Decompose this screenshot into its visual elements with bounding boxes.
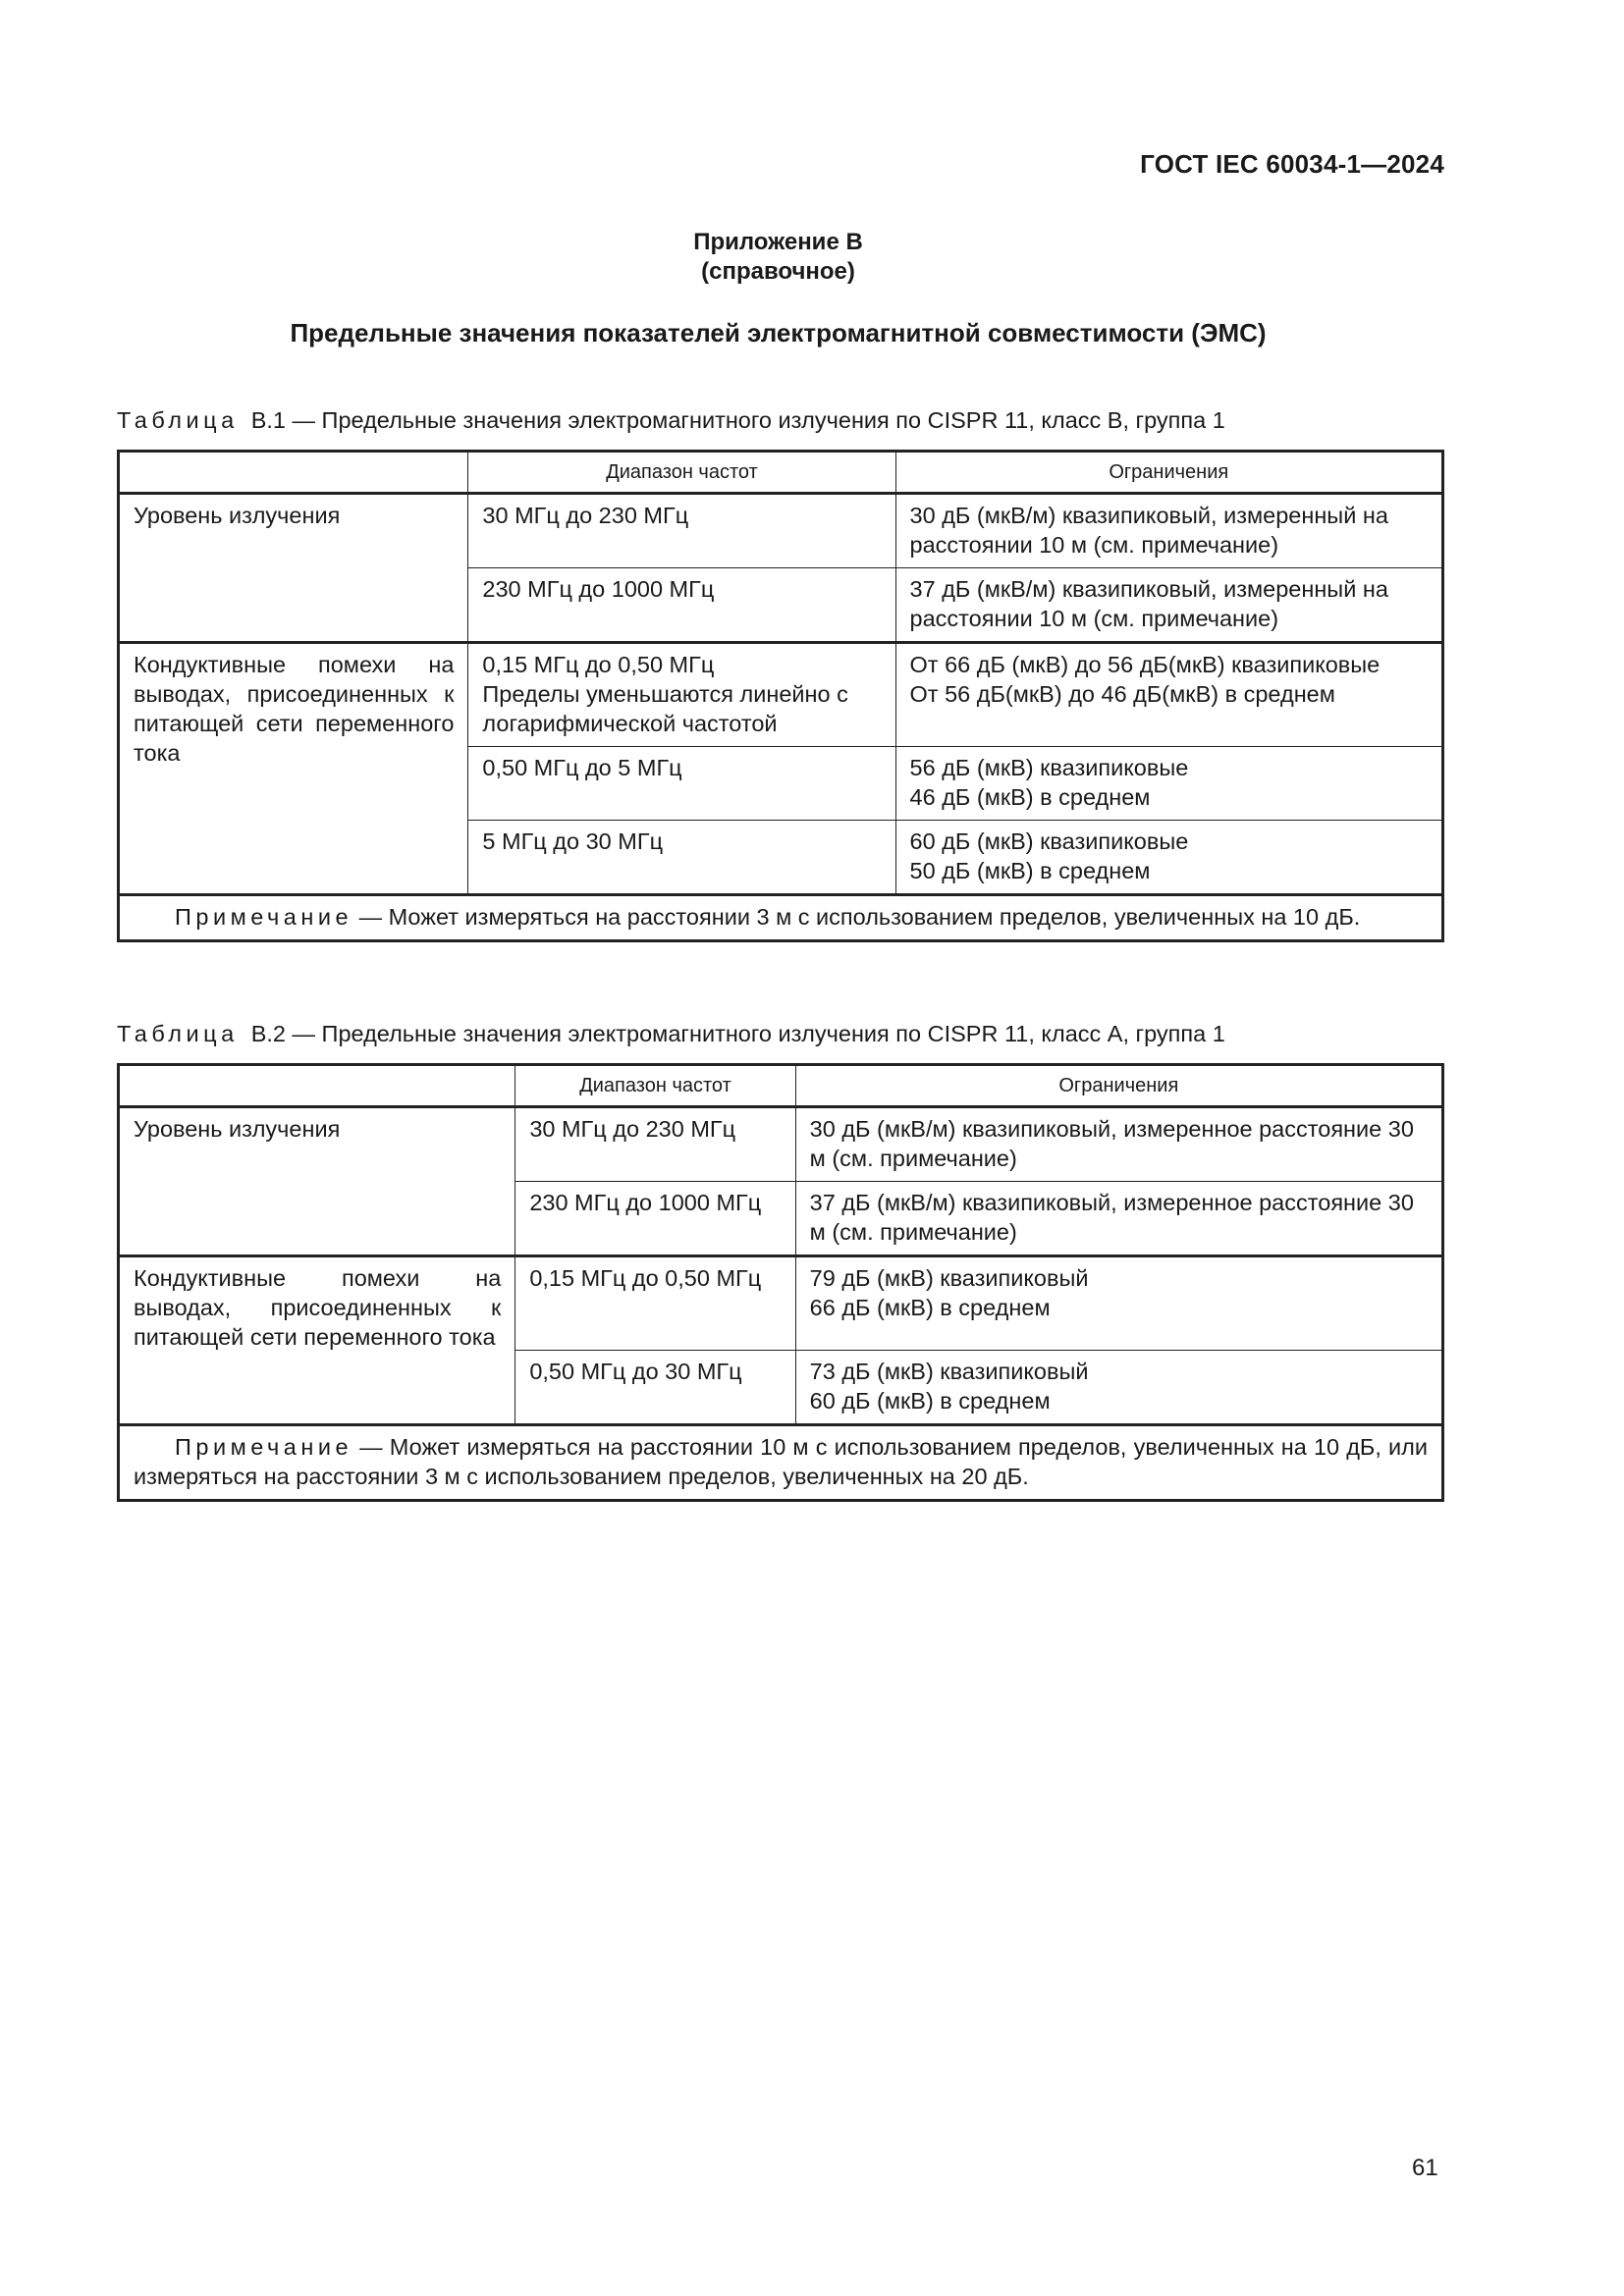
appendix-subtitle: (справочное): [701, 258, 855, 285]
table1-cell-limit: 30 дБ (мкВ/м) квазипиковый, измеренный на расстоянии 10 м (см. примечание): [895, 494, 1442, 568]
note-label: Примечание: [175, 1434, 353, 1460]
table1-caption: [117, 405, 1225, 435]
limit-line: От 66 дБ (мкВ) до 56 дБ(мкВ) квазипиковые: [909, 652, 1380, 677]
page-number: 61: [1412, 2155, 1438, 2181]
table2-cell-limit: [795, 1256, 1442, 1351]
limit-line: От 56 дБ(мкВ) до 46 дБ(мкВ) в среднем: [909, 681, 1335, 707]
table2-header-limits: Ограничения: [795, 1065, 1442, 1107]
limit-line: 46 дБ (мкВ) в среднем: [909, 784, 1151, 810]
table1-cell-limit: [895, 747, 1442, 821]
table1-header-limits: Ограничения: [895, 452, 1442, 494]
table1: [117, 450, 1444, 942]
table1-header-row: [119, 452, 1443, 494]
table-row: [119, 643, 1443, 747]
table2-cell-range: 0,50 МГц до 30 МГц: [515, 1351, 795, 1425]
limit-line: 50 дБ (мкВ) в среднем: [909, 858, 1151, 883]
table2-cell-limit: 30 дБ (мкВ/м) квазипиковый, измеренное расстояние 30 м (см. примечание): [795, 1107, 1442, 1182]
table2-header-range: Диапазон частот: [515, 1065, 795, 1107]
table2: [117, 1063, 1444, 1502]
table1-cell-range: 230 МГц до 1000 МГц: [468, 568, 895, 643]
limit-line: 60 дБ (мкВ) квазипиковые: [909, 828, 1189, 854]
table2-header-empty: [119, 1065, 515, 1107]
table1-note-row: [119, 895, 1443, 941]
table1-caption-text: В.1 — Предельные значения электромагнитного излучения по CISPR 11, класс В, группа 1: [250, 407, 1225, 433]
table1-cell-limit: [895, 643, 1442, 747]
table1-cell-limit: [895, 821, 1442, 895]
table2-cell-range: 230 МГц до 1000 МГц: [515, 1182, 795, 1256]
table2-conducted-label: Кондуктивные помехи на выводах, присоединенных к питающей сети переменного тока: [119, 1256, 515, 1425]
table1-emission-label: Уровень излучения: [119, 494, 468, 643]
note-label: Примечание: [175, 904, 353, 930]
table2-cell-range: 30 МГц до 230 МГц: [515, 1107, 795, 1182]
table2-cell-limit: [795, 1351, 1442, 1425]
table1-header-range: Диапазон частот: [468, 452, 895, 494]
table2-emission-label: Уровень излучения: [119, 1107, 515, 1256]
table1-note: [119, 895, 1443, 941]
table1-cell-limit: 37 дБ (мкВ/м) квазипиковый, измеренный на расстоянии 10 м (см. примечание): [895, 568, 1442, 643]
table1-cell-range: 0,50 МГц до 5 МГц: [468, 747, 895, 821]
table-row: [119, 1107, 1443, 1182]
table1-caption-label: Таблица: [117, 407, 239, 433]
note-text: — Может измеряться на расстоянии 10 м с использованием пределов, увеличенных на 10 дБ, или измеряться на расстоянии 3 м с использованием пределов, увеличенных на 20 дБ.: [134, 1434, 1428, 1489]
limit-line: 66 дБ (мкВ) в среднем: [809, 1295, 1051, 1320]
limit-line: 73 дБ (мкВ) квазипиковый: [809, 1359, 1089, 1384]
table2-cell-range: 0,15 МГц до 0,50 МГц: [515, 1256, 795, 1351]
table1-conducted-label: Кондуктивные помехи на выводах, присоединенных к питающей сети переменного тока: [119, 643, 468, 895]
table2-caption-label: Таблица: [117, 1021, 239, 1046]
table2-cell-limit: 37 дБ (мкВ/м) квазипиковый, измеренное расстояние 30 м (см. примечание): [795, 1182, 1442, 1256]
limit-line: 60 дБ (мкВ) в среднем: [809, 1388, 1051, 1414]
appendix-title: Приложение В: [693, 229, 863, 255]
table1-cell-range: [468, 643, 895, 747]
table1-cell-range: 30 МГц до 230 МГц: [468, 494, 895, 568]
table1-cell-range: 5 МГц до 30 МГц: [468, 821, 895, 895]
table-row: [119, 1256, 1443, 1351]
table-row: [119, 494, 1443, 568]
table2-caption-text: В.2 — Предельные значения электромагнитного излучения по CISPR 11, класс А, группа 1: [250, 1021, 1225, 1046]
table2-header-row: [119, 1065, 1443, 1107]
table2-note: [119, 1425, 1443, 1501]
note-text: — Может измеряться на расстоянии 3 м с использованием пределов, увеличенных на 10 дБ.: [358, 904, 1361, 930]
limit-line: 56 дБ (мкВ) квазипиковые: [909, 755, 1189, 780]
appendix-heading: [0, 228, 1556, 287]
section-title: Предельные значения показателей электромагнитной совместимости (ЭМС): [290, 318, 1267, 347]
table1-header-empty: [119, 452, 468, 494]
range-line: 0,15 МГц до 0,50 МГц: [482, 652, 715, 677]
document-code: ГОСТ IEC 60034-1—2024: [1140, 149, 1444, 179]
range-note: Пределы уменьшаются линейно с логарифмической частотой: [482, 681, 848, 736]
table2-note-row: [119, 1425, 1443, 1501]
table2-caption: [117, 1019, 1225, 1048]
limit-line: 79 дБ (мкВ) квазипиковый: [809, 1265, 1089, 1291]
